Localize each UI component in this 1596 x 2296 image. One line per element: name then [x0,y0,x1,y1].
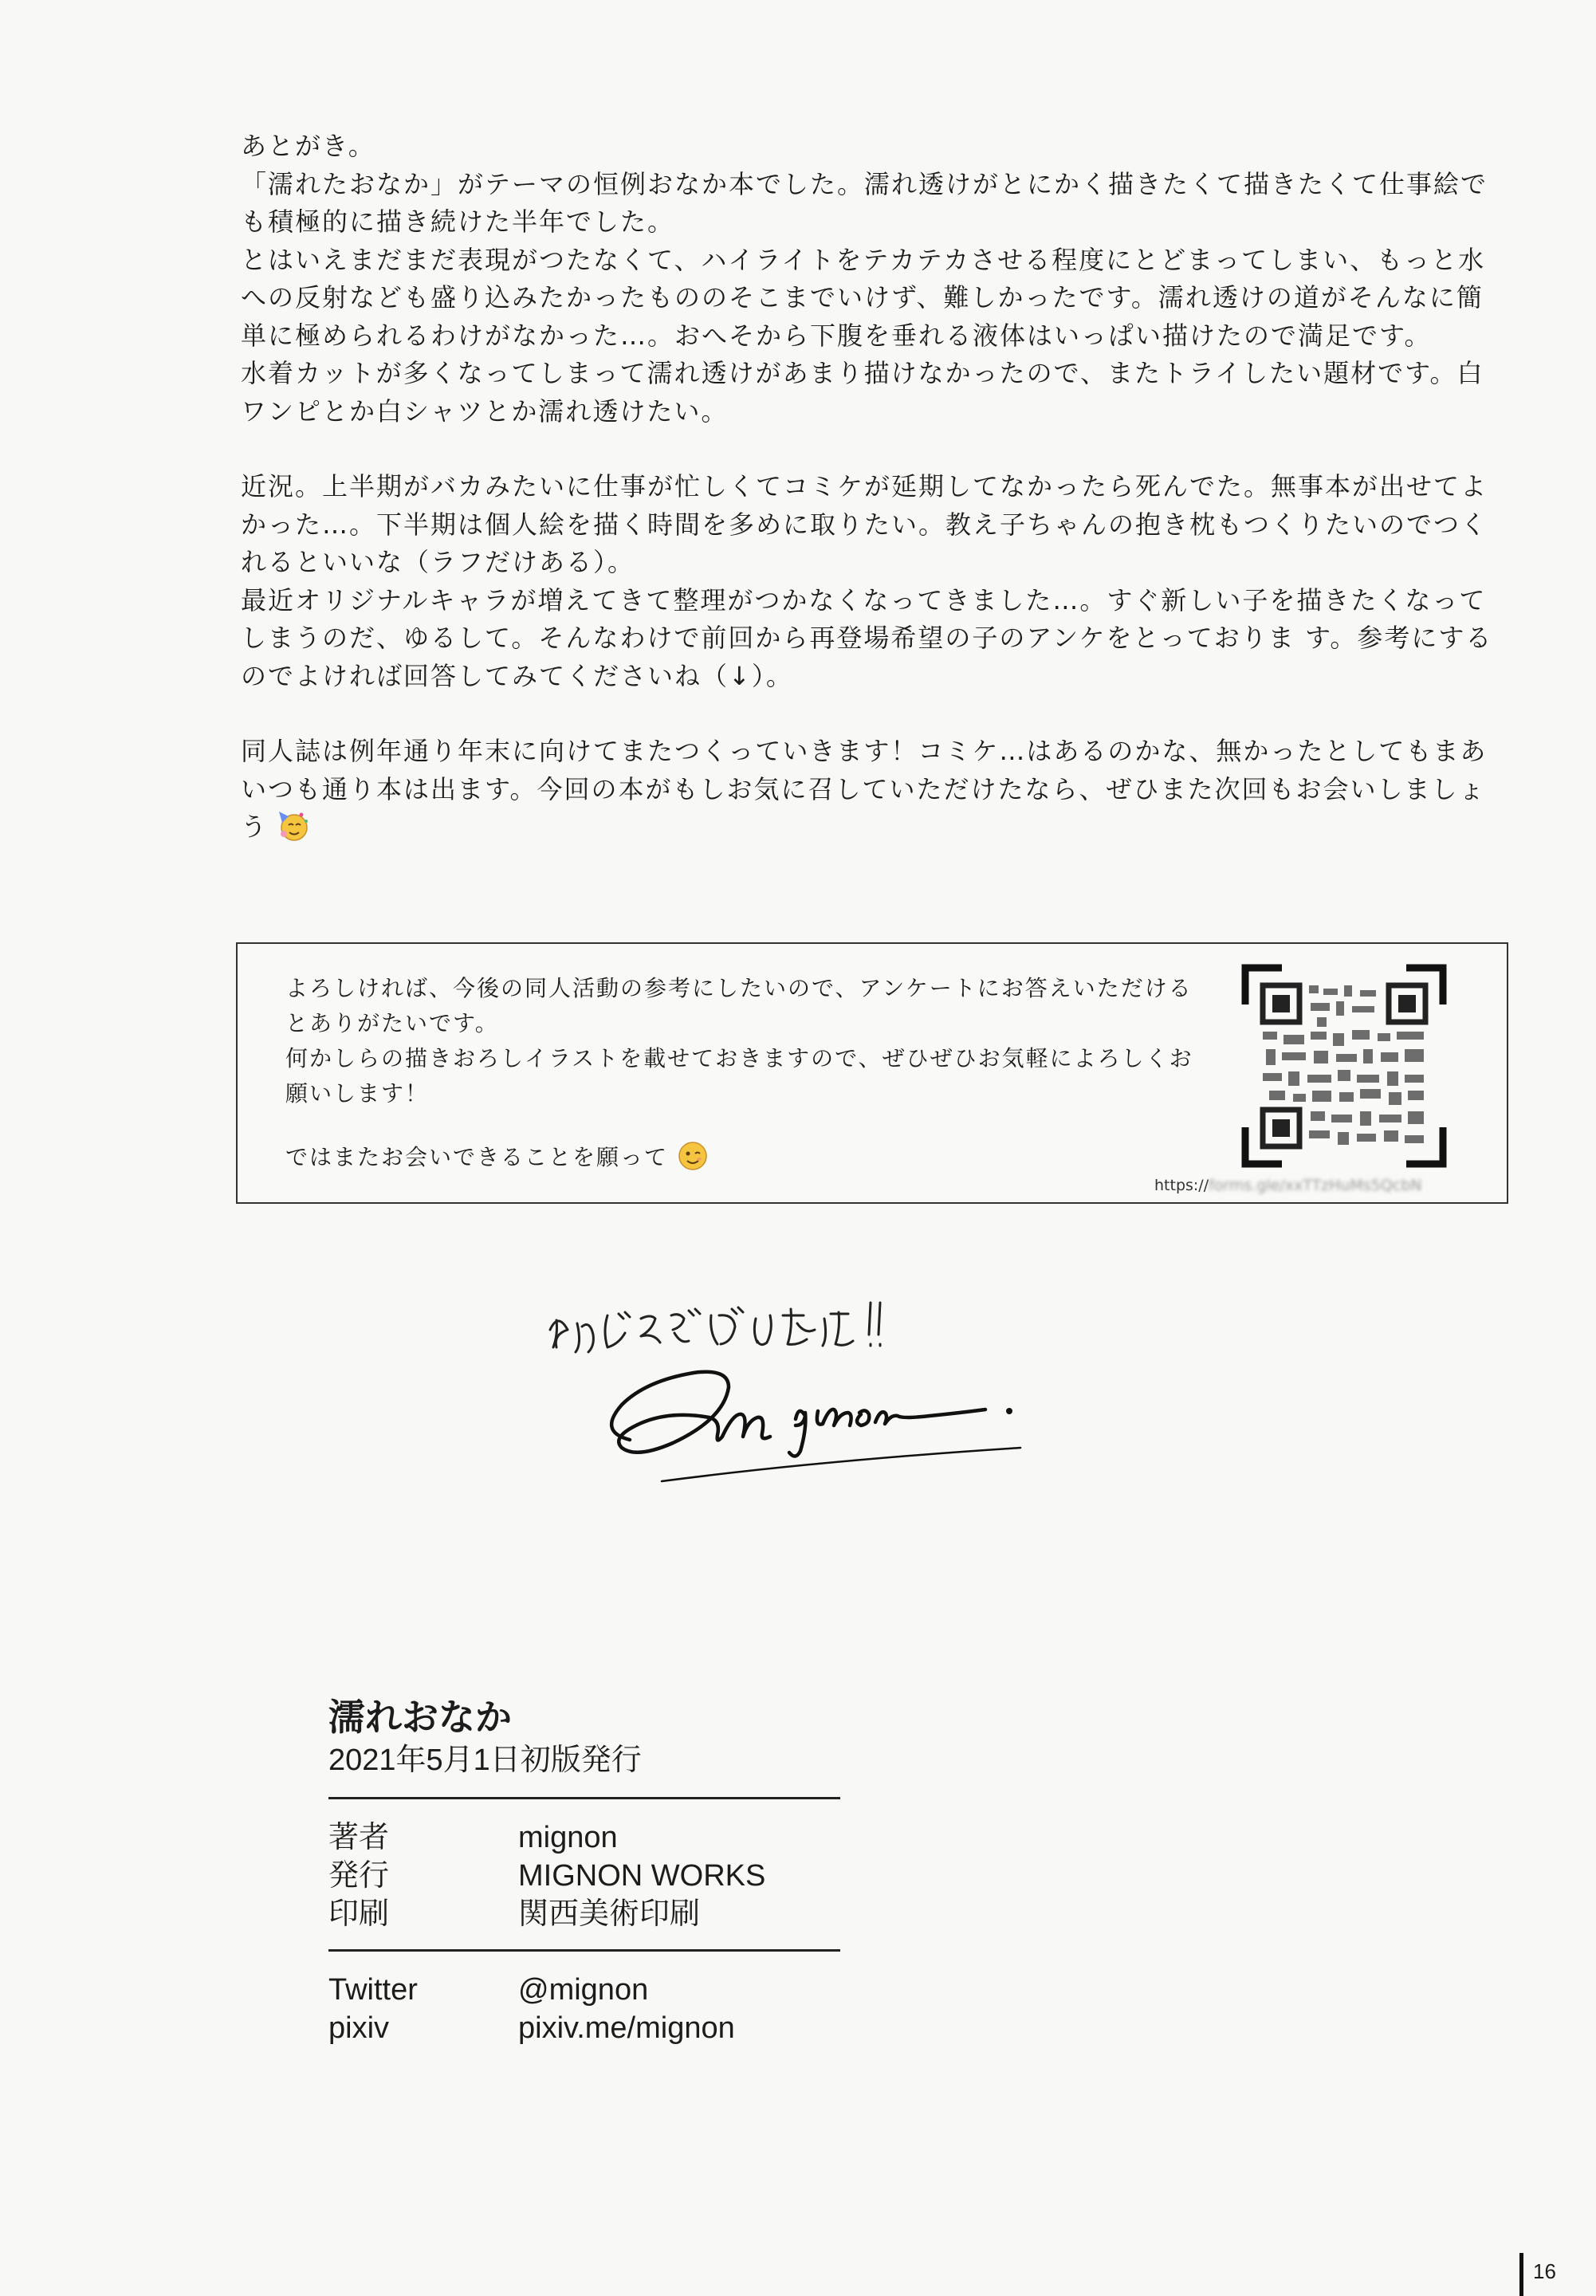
colophon-row [328,1895,839,1933]
survey-url-rest: forms.gle/xxTTzHuMs5QcbN [1209,1177,1422,1194]
social-key-twitter: Twitter [328,1973,418,2007]
survey-line-2: 何かしらの描きおろしイラストを載せておきますので、ぜひぜひお気軽によろしくお願いします！ [285,1045,1193,1107]
publication-date: 2021年5月1日初版発行 [328,1744,642,1777]
colophon-key-publisher: 発行 [328,1859,390,1893]
afterword [241,128,1500,847]
social-key-pixiv: pixiv [328,2011,390,2045]
social-row [328,1971,839,2009]
survey-url[interactable] [1154,1177,1497,1194]
page-number: 16 [1533,2259,1556,2283]
colophon-key-author: 著者 [328,1821,390,1854]
book-title: 濡れおなか [328,1696,512,1738]
afterword-paragraph-4: 近況。上半期がバカみたいに仕事が忙しくてコミケが延期してなかったら死んでた。無事本が出せてよかった…。下半期は個人絵を描く時間を多めに取りたい。教え子ちゃんの抱き枕もつくりたいのでつくれるといいな（ラフだけある）。 [241,471,1488,577]
afterword-paragraph-1: 「濡れたおなか」がテーマの恒例おなか本でした。濡れ透けがとにかく描きたくて描きたくて仕事絵でも積極的に描き続けた半年でした。 [241,168,1488,237]
colophon-value-publisher: MIGNON WORKS [518,1859,766,1893]
afterword-heading: あとがき。 [241,131,375,161]
afterword-paragraph-2: とはいえまだまだ表現がつたなくて、ハイライトをテカテカさせる程度にとどまってしまい、もっと水への反射なども盛り込みたかったもののそこまでいけず、難しかったです。濡れ透けの道がそんなに簡単に極められるわけがなかった…。おへそから下腹を垂れる液体はいっぱい描けたので満足です。 [241,244,1486,351]
colophon-row [328,1857,839,1895]
handwritten-thanks-signature [542,1292,1148,1507]
social-row [328,2009,839,2047]
divider [328,1797,840,1799]
colophon-key-printer: 印刷 [328,1897,390,1931]
winking-face-icon [677,1140,709,1172]
qr-code-icon[interactable] [1240,963,1448,1169]
colophon [328,1695,839,2047]
colophon-value-printer: 関西美術印刷 [518,1897,701,1931]
divider [328,1949,840,1952]
survey-text [285,971,1194,1175]
survey-line-1: よろしければ、今後の同人活動の参考にしたいので、アンケートにお答えいただけるとありがたいです。 [285,975,1193,1036]
survey-line-3 [285,1140,1194,1175]
afterword-paragraph-6-text: 同人誌は例年通り年末に向けてまたつくっていきます！コミケ…はあるのかな、無かったとしてもまあいつも通り本は出ます。今回の本がもしお気に召していただけたなら、ぜひまた次回もお会いしましょう [241,736,1488,842]
survey-line-3-text: ではまたお会いできることを願って [285,1144,669,1170]
afterword-paragraph-6 [241,733,1500,847]
colophon-value-author: mignon [518,1821,618,1854]
survey-box [236,942,1508,1204]
afterword-paragraph-5: 最近オリジナルキャラが増えてきて整理がつかなくなってきました…。すぐ新しい子を描きたくなってしまうのだ、ゆるして。そんなわけで前回から再登場希望の子のアンケをとっておりま す。参考にするのでよければ回答してみてくださいね（↓）。 [241,584,1493,691]
page-marker [1519,2253,1523,2296]
afterword-paragraph-3: 水着カットが多くなってしまって濡れ透けがあまり描けなかったので、またトライしたい題材です。白ワンピとか白シャツとか濡れ透けたい。 [241,358,1484,427]
colophon-row [328,1818,839,1857]
social-value-twitter[interactable]: @mignon [518,1973,649,2007]
survey-url-prefix: https:// [1154,1177,1209,1194]
social-value-pixiv[interactable]: pixiv.me/mignon [518,2011,735,2045]
partying-face-icon [277,810,309,842]
